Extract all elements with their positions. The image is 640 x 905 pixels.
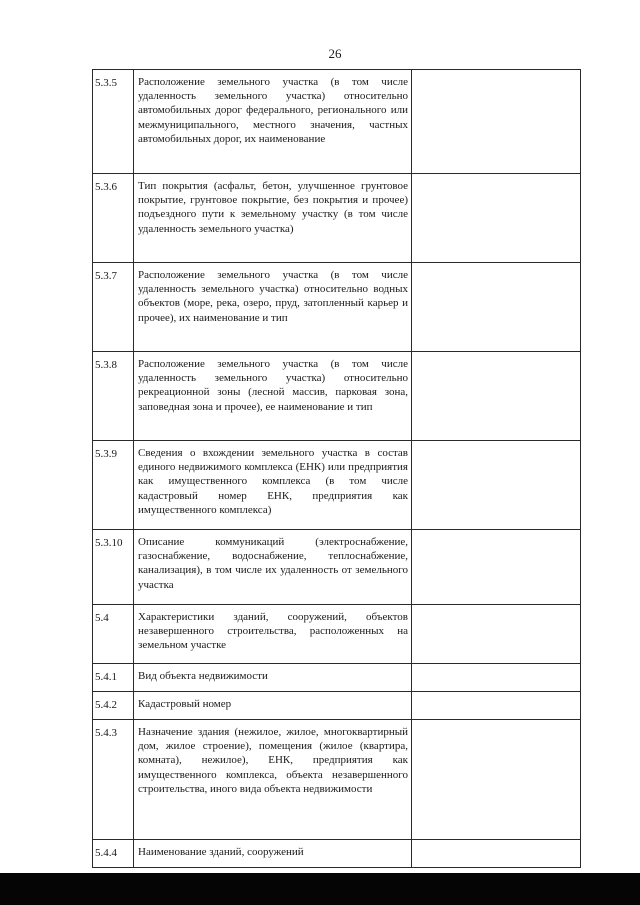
row-number: 5.4.3 [93, 720, 134, 840]
row-description: Наименование зданий, сооружений [134, 840, 412, 868]
table-row [93, 174, 581, 263]
row-description: Описание коммуникаций (электроснабжение, газоснабжение, водоснабжение, теплоснабжение, канализация), в том числе их удаленность от земельного участка [134, 530, 412, 605]
row-description: Тип покрытия (асфальт, бетон, улучшенное грунтовое покрытие, грунтовое покрытие, без покрытия и прочее) подъездного пути к земельному участку (в том числе удаленность земельного участка) [134, 174, 412, 263]
row-description: Кадастровый номер [134, 692, 412, 720]
scan-bottom-edge [0, 873, 640, 905]
row-number: 5.3.8 [93, 352, 134, 441]
property-characteristics-table [92, 69, 581, 868]
row-description: Расположение земельного участка (в том числе удаленность земельного участка) относительно автомобильных дорог федерального, регионального или межмуниципального, местного значения, частных автомобильных дорог, их наименование [134, 70, 412, 174]
row-value [412, 263, 581, 352]
table-row [93, 263, 581, 352]
row-value [412, 174, 581, 263]
row-value [412, 605, 581, 664]
row-description: Сведения о вхождении земельного участка в состав единого недвижимого комплекса (ЕНК) или предприятия как имущественного комплекса (в том числе кадастровый номер ЕНК, предприятия как имущественного комплекса) [134, 441, 412, 530]
row-number: 5.4 [93, 605, 134, 664]
row-description: Расположение земельного участка (в том числе удаленность земельного участка) относительно водных объектов (море, река, озеро, пруд, затопленный карьер и прочее), их наименование и тип [134, 263, 412, 352]
row-value [412, 70, 581, 174]
row-value [412, 840, 581, 868]
table-row [93, 664, 581, 692]
row-value [412, 441, 581, 530]
table-row [93, 605, 581, 664]
table-row [93, 70, 581, 174]
row-number: 5.4.4 [93, 840, 134, 868]
row-number: 5.3.9 [93, 441, 134, 530]
page-number: 26 [328, 46, 342, 61]
row-number: 5.3.7 [93, 263, 134, 352]
row-description: Вид объекта недвижимости [134, 664, 412, 692]
row-number: 5.4.2 [93, 692, 134, 720]
table-row [93, 692, 581, 720]
row-number: 5.4.1 [93, 664, 134, 692]
row-value [412, 692, 581, 720]
table-row [93, 720, 581, 840]
row-description: Характеристики зданий, сооружений, объектов незавершенного строительства, расположенных на земельном участке [134, 605, 412, 664]
row-description: Расположение земельного участка (в том числе удаленность земельного участка) относительно рекреационной зоны (лесной массив, парковая зона, заповедная зона и прочее), ее наименование и тип [134, 352, 412, 441]
row-value [412, 664, 581, 692]
row-value [412, 530, 581, 605]
row-value [412, 352, 581, 441]
table-row [93, 352, 581, 441]
row-number: 5.3.6 [93, 174, 134, 263]
table-row [93, 530, 581, 605]
row-number: 5.3.10 [93, 530, 134, 605]
row-description: Назначение здания (нежилое, жилое, многоквартирный дом, жилое строение), помещения (жилое (квартира, комната), нежилое), ЕНК, предприятия как имущественного комплекса, объекта незавершенного строительства, иного вида объекта недвижимости [134, 720, 412, 840]
row-value [412, 720, 581, 840]
table-row [93, 441, 581, 530]
table-row [93, 840, 581, 868]
row-number: 5.3.5 [93, 70, 134, 174]
